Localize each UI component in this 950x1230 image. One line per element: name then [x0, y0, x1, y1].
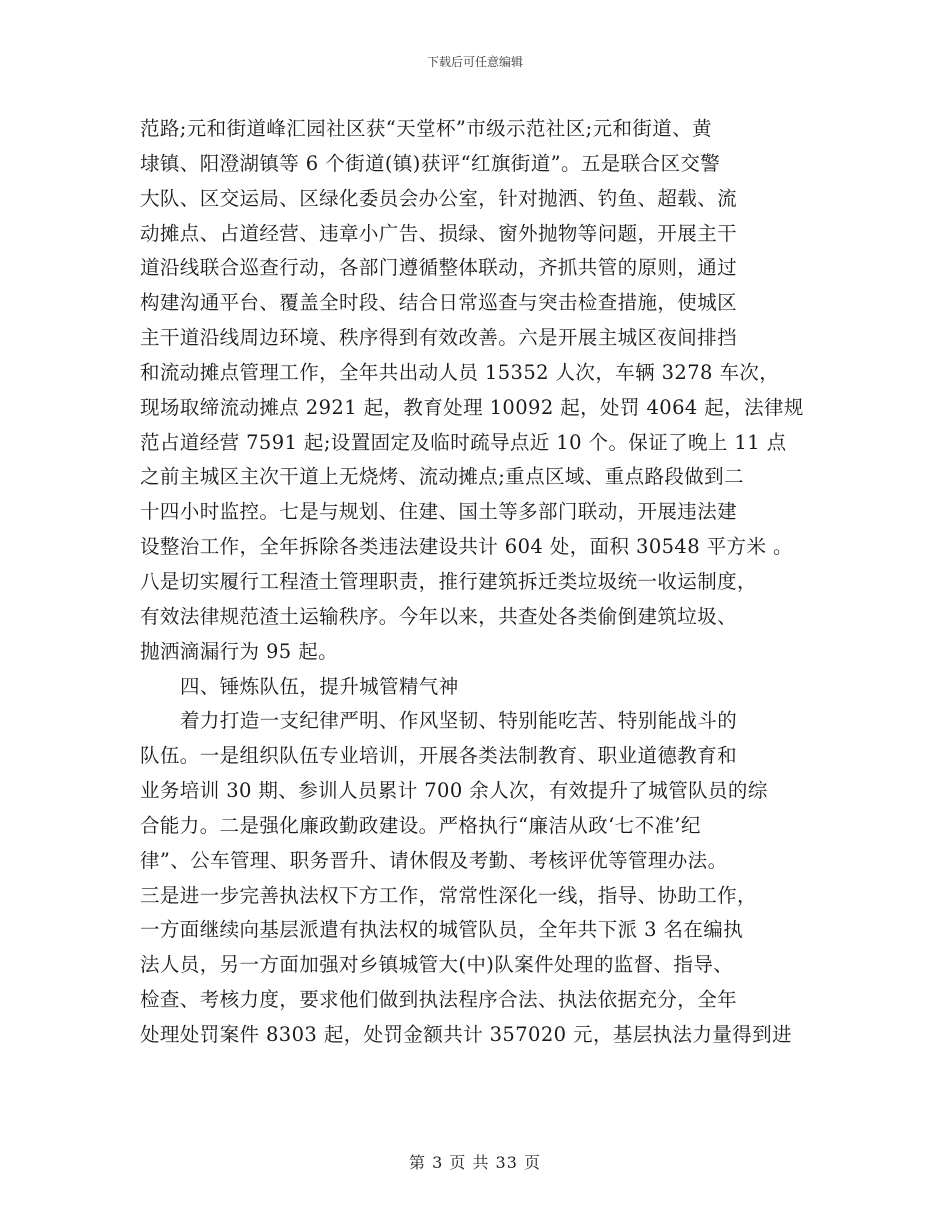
body-text: [140, 112, 820, 1053]
text-line: 律”、公车管理、职务晋升、请休假及考勤、考核评优等管理办法。: [140, 848, 728, 872]
text-line: 现场取缔流动摊点 2921 起，教育处理 10092 起，处罚 4064 起，法律规: [140, 395, 804, 419]
page-footer: 第 3 页 共 33 页: [409, 1153, 541, 1172]
page-header: 下载后可任意编辑: [426, 55, 523, 69]
text-line: 十四小时监控。七是与规划、住建、国土等多部门联动，开展违法建: [140, 500, 738, 524]
text-line: 大队、区交运局、区绿化委员会办公室，针对抛洒、钓鱼、超载、流: [140, 186, 738, 210]
text-line: 抛洒滴漏行为 95 起。: [140, 639, 339, 663]
text-line: 四、锤炼队伍，提升城管精气神: [180, 674, 459, 698]
text-line: 八是切实履行工程渣土管理职责，推行建筑拆迁类垃圾统一收运制度，: [140, 569, 757, 593]
text-line: 队伍。一是组织队伍专业培训，开展各类法制教育、职业道德教育和: [140, 744, 738, 768]
text-line: 检查、考核力度，要求他们做到执法程序合法、执法依据充分，全年: [140, 988, 738, 1012]
text-line: 和流动摊点管理工作，全年共出动人员 15352 人次，车辆 3278 车次，: [140, 360, 780, 384]
text-line: 之前主城区主次干道上无烧烤、流动摊点;重点区域、重点路段做到二: [140, 465, 744, 489]
text-line: 一方面继续向基层派遣有执法权的城管队员，全年共下派 3 名在编执: [140, 918, 744, 942]
text-line: 构建沟通平台、覆盖全时段、结合日常巡查与突击检查措施，使城区: [140, 291, 738, 315]
text-line: 主干道沿线周边环境、秩序得到有效改善。六是开展主城区夜间排挡: [140, 326, 738, 350]
text-line: 范占道经营 7591 起;设置固定及临时疏导点近 10 个。保证了晚上 11 点: [140, 430, 787, 454]
text-line: 有效法律规范渣土运输秩序。今年以来，共查处各类偷倒建筑垃圾、: [140, 604, 738, 628]
text-line: 埭镇、阳澄湖镇等 6 个街道(镇)获评“红旗街道”。五是联合区交警: [140, 151, 721, 175]
text-line: 业务培训 30 期、参训人员累计 700 余人次，有效提升了城管队员的综: [140, 779, 768, 803]
text-line: 设整治工作，全年拆除各类违法建设共计 604 处，面积 30548 平方米 。: [140, 535, 793, 559]
text-line: 合能力。二是强化廉政勤政建设。严格执行“廉洁从政‘七不准’纪: [140, 813, 701, 837]
text-line: 道沿线联合巡查行动，各部门遵循整体联动，齐抓共管的原则，通过: [140, 256, 738, 280]
text-line: 范路;元和街道峰汇园社区获“天堂杯”市级示范社区;元和街道、黄: [140, 117, 712, 140]
text-line: 处理处罚案件 8303 起，处罚金额共计 357020 元，基层执法力量得到进: [140, 1022, 792, 1046]
text-line: 动摊点、占道经营、违章小广告、损绿、窗外抛物等问题，开展主干: [140, 221, 738, 245]
text-line: 法人员，另一方面加强对乡镇城管大(中)队案件处理的监督、指导、: [140, 953, 734, 977]
text-line: 着力打造一支纪律严明、作风坚韧、特别能吃苦、特别能战斗的: [180, 709, 738, 733]
text-line: 三是进一步完善执法权下方工作，常常性深化一线，指导、协助工作，: [140, 883, 757, 907]
